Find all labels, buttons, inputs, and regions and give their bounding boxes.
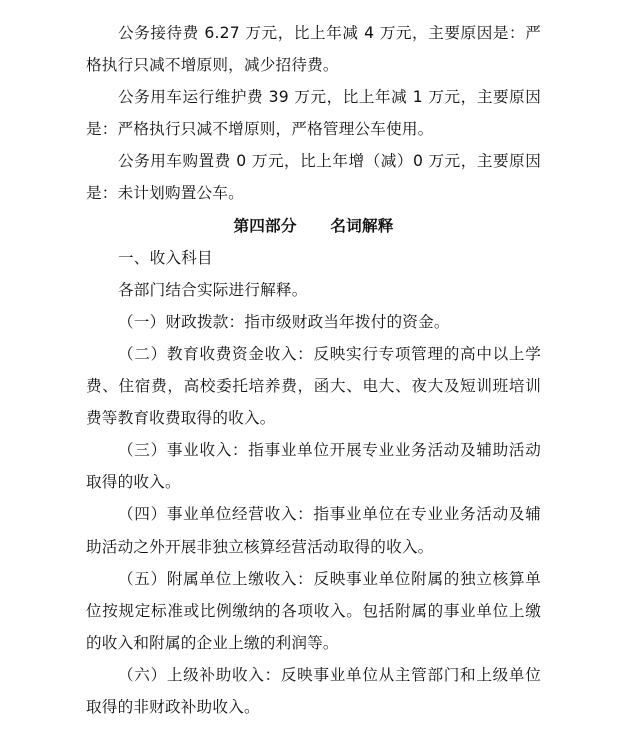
term-education-fee-income: （二）教育收费资金收入：反映实行专项管理的高中以上学费、住宿费，高校委托培养费，函大、电大、夜大及短训班培训费等教育收费取得的收入。 [86, 344, 541, 428]
paragraph-vehicle-purchase: 公务用车购置费 0 万元，比上年增（减）0 万元，主要原因是：未计划购置公车。 [86, 152, 541, 203]
document-page [86, 17, 541, 723]
term-fiscal-appropriation: （一）财政拨款：指市级财政当年拨付的资金。 [118, 312, 450, 331]
paragraph-vehicle-maintenance: 公务用车运行维护费 39 万元，比上年减 1 万元，主要原因是：严格执行只减不增原则，严格管理公车使用。 [86, 88, 541, 139]
subsection-title-income: 一、收入科目 [118, 248, 213, 267]
term-affiliate-remittance: （五）附属单位上缴收入：反映事业单位附属的独立核算单位按规定标准或比例缴纳的各项收入。包括附属的事业单位上缴的收入和附属的企业上缴的利润等。 [86, 569, 541, 652]
section-heading: 第四部分 名词解释 [233, 216, 394, 235]
term-business-income: （三）事业收入：指事业单位开展专业业务活动及辅助活动取得的收入。 [86, 441, 541, 492]
term-operating-income: （四）事业单位经营收入：指事业单位在专业业务活动及辅助活动之外开展非独立核算经营活动取得的收入。 [86, 505, 541, 556]
paragraph-reception-fee: 公务接待费 6.27 万元，比上年减 4 万元，主要原因是：严格执行只减不增原则，减少招待费。 [86, 24, 541, 75]
term-superior-subsidy: （六）上级补助收入：反映事业单位从主管部门和上级单位取得的非财政补助收入。 [86, 665, 541, 716]
paragraph-explanation-note: 各部门结合实际进行解释。 [118, 280, 308, 299]
